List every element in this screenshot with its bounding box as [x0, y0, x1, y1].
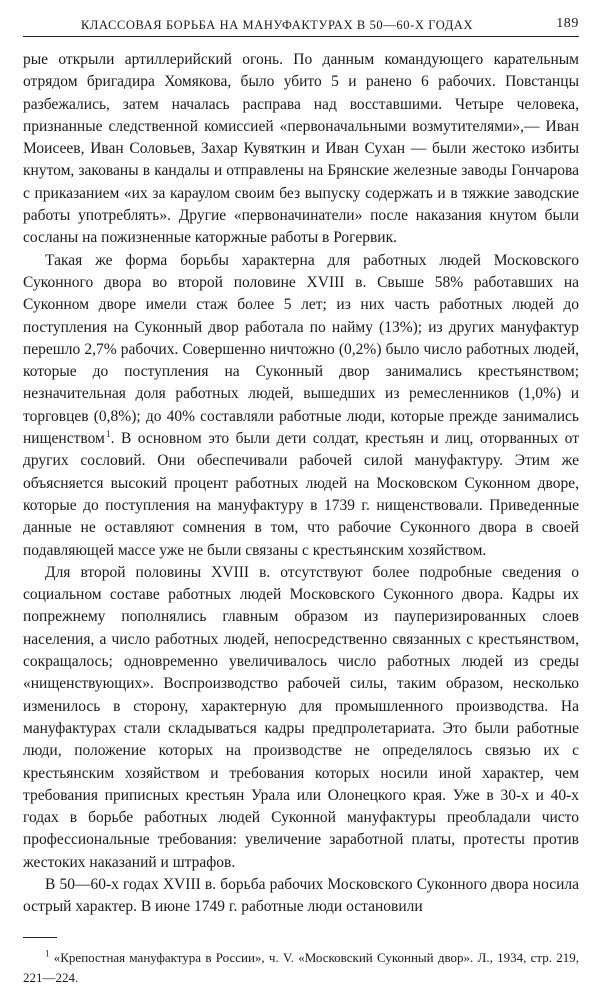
paragraph-2-part-1: Такая же форма борьбы характерна для работных людей Московского Суконного двора во второй половине XVIII в. Свыше 58% работавших на Суконном дворе имели стаж более 5 лет; из них часть работных людей до поступления на Суконный двор работала по найму (13%); из других мануфактур перешло 2,7% рабочих. Совершенно ничтожно (0,2%) было число работных людей, которые до поступления на Суконный двор занимались крестьянством; незначительная доля работных людей, вышедших из ремесленников (1,0%) и торговцев (0,8%); до 40% составляли работные люди, которые прежде занимались нищенством: [23, 251, 579, 448]
paragraph-2: [23, 250, 579, 562]
running-title: КЛАССОВАЯ БОРЬБА НА МАНУФАКТУРАХ В 50—60-Х ГОДАХ: [81, 18, 474, 32]
paragraph-1: рые открыли артиллерийский огонь. По данным командующего карательным отрядом бригадира Хомякова, было убито 5 и ранено 6 рабочих. Повстанцы разбежались, затем началась расправа над восставшими. Четыре человека, признанные следственной комиссией «первоначальными возмутителями»,— Иван Моисеев, Иван Соловьев, Захар Кувяткин и Иван Сухан — были жестоко избиты кнутом, закованы в кандалы и отправлены на Брянские железные заводы Гончарова с приказанием «их за караулом своим без выпуску содержать и в тяжкие заводские работы употреблять». Другие «первоначинатели» после наказания кнутом были сосланы на пожизненные каторжные работы в Рогервик.: [23, 51, 579, 247]
footnote-ref[interactable]: 1: [106, 428, 111, 439]
footnote-text: «Крепостная мануфактура в России», ч. V. «Московский Суконный двор». Л., 1934, стр. 219, 221—224.: [23, 949, 580, 985]
body-text: [23, 49, 579, 919]
footnote-marker: 1: [45, 948, 50, 959]
page-number: 189: [556, 16, 579, 31]
footnote: [23, 948, 579, 988]
footnote-separator: [23, 937, 57, 938]
book-page: [23, 10, 579, 988]
paragraph-4: В 50—60-х годах XVIII в. борьба рабочих Московского Суконного двора носила острый характер. В июне 1749 г. работные люди остановили: [23, 875, 579, 916]
running-head: [23, 10, 579, 37]
paragraph-3: Для второй половины XVIII в. отсутствуют более подробные сведения о социальном составе работных людей Московского Суконного двора. Кадры их попрежнему пополнялись главным образом из пауперизированных слоев населения, а число работных людей, непосредственно связанных с крестьянством, сокращалось; одновременно увеличивалось число работных людей из среды «нищенствующих». Воспроизводство рабочей силы, таким образом, несколько изменилось в сторону, характерную для промышленного производства. На мануфактурах стали складываться кадры предпролетариата. Это были работные люди, положение которых на производстве не определялось связью их с крестьянским хозяйством и требования которых носили иной характер, чем требования приписных крестьян Урала или Олонецкого края. Уже в 30-х и 40-х годах в борьбе работных людей Суконной мануфактуры преобладали чисто профессиональные требования: увеличение заработной платы, протесты против жестоких наказаний и штрафов.: [23, 563, 579, 871]
paragraph-2-part-2: . В основном это были дети солдат, крестьян и лиц, оторванных от других сословий. Они обеспечивали рабочей силой мануфактуру. Этим же объясняется высокий процент работных людей на Московском Суконном дворе, которые до поступления на мануфактуру в 1739 г. нищенствовали. Приведенные данные не оставляют сомнения в том, что рабочие Суконного двора в своей подавляющей массе уже не были связаны с крестьянским хозяйством.: [23, 430, 579, 559]
